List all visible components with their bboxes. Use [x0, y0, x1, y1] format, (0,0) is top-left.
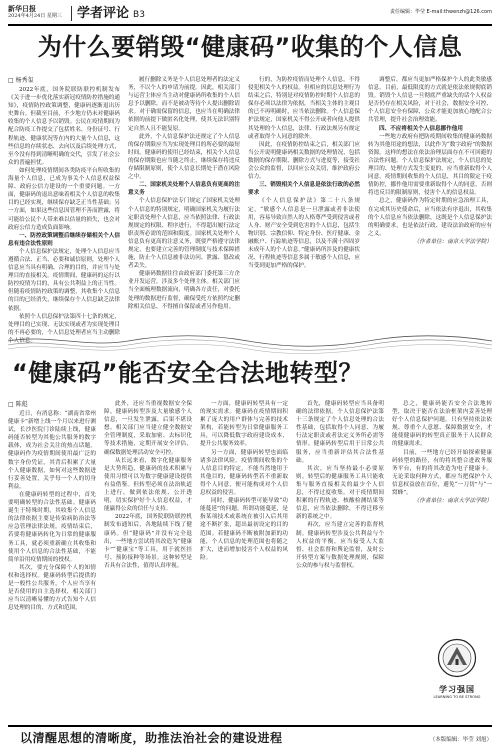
body-paragraph: 一方面，健康码转型具有一定的现实需求。健康码在疫情期间积累了庞大的用户群体与完善的技术架构，若能转型为日常健康服务工具，可以降低数字政府建设成本，提升公共服务效率。: [200, 401, 288, 448]
author-name: □ 杨秀玺: [8, 77, 34, 84]
learning-platform-logo: [424, 638, 490, 699]
author-affiliation: （作者单位：南京大学法学院）: [413, 498, 492, 505]
section-title: [77, 6, 145, 23]
author-name: □ 陈彪: [8, 401, 28, 408]
body-paragraph: 一些地方政府有把防疫期间收集的健康码数据转为其他用途的想法，以此作为“数字政府”的数据资源。这样的想法在依法治理层面存在不可回避的合法性问题。个人信息保护法规定，个人信息的处理目的、处理方式发生变更的，应当重新取得个人同意。疫情期间收集的个人信息，其目的限定于疫情防控，挪作他用需要重新取得个人的同意，否则将违反目的限制原则，侵害个人的信息权益。: [368, 133, 492, 197]
body-paragraph: 履行删除义务是个人信息处理者的法定义务，不以个人的申请为前提。因此，相关部门与运营主体应当主动对健康码所收集的个人信息予以删除，而不是被动等待个人提出删除请求。对于确需保留的信息，也应当在明确法律依据的前提下做匿名化处理，使其无法识别特定自然人且不能复原。: [128, 77, 240, 132]
body-paragraph: 从长远来看，数字化健康服务是大势所趋，健康码的技术积累与使用习惯可以为数字健康建设提供有益借鉴。但转型必须在法治轨道上进行，做到依法依规、公开透明，切实保护好个人信息权益，才能赢得公众的信任与支持。: [104, 457, 192, 513]
wave-divider: [8, 332, 492, 354]
section-subheading: 一、防控政策调整后继续存储相关个人信息有违合法性原则: [8, 232, 120, 247]
body-paragraph: 首先，健康码转型应当具备明确的法律依据。个人信息保护法第十三条规定了个人信息处理的合法性基础，包括取得个人同意、为履行法定职责或者法定义务所必需等情形。健康码转型后用于日常公共服务，应当重新评估其合法性基础。: [296, 401, 384, 464]
article1-column-4: [368, 76, 492, 328]
section-subheading: 三、销毁相关个人信息是依法行政的必然要求: [248, 182, 360, 197]
article1-headline: 为什么要销毁“健康码”收集的个人信息: [37, 33, 463, 61]
footer-editors: （本版编辑：毕莹 刘旭）: [429, 737, 492, 743]
editor-contact: 责任编辑：毕莹 E-mail:thwenzh@126.com: [389, 9, 492, 15]
body-paragraph: 近日，有消息称：“湖南省常州健康卡”新增上线一个月以来进行测试，长沙医院门诊陆续上线，健康码能否转型为其他公共服务的数字载体，成为社会关注的热点话题。健康码作为疫情期间使用最广泛的数字身份凭证，其背后积累了大量个人健康数据，如何对这些数据进行妥善处置，关乎每一个人的切身利益。: [8, 411, 96, 490]
body-paragraph: 依照个人信息保护法第四十七条的规定，处理目的已实现、无法实现或者为实现处理目的不再必要的，个人信息处理者应当主动删除个人信息。: [8, 313, 120, 344]
body-paragraph: 调整后，都应当更加严格保护个人的此类敏感信息。目前，最低限度的方式就是依法依规彻底销毁。销毁个人信息一旦彻底严重缺失的话个人权益是否仍存在相关风险，对于社会，数据安全可控、个人信息安全有保障，公众才能更加放心地配合公共管理，提升社会治理效能。: [368, 77, 492, 124]
body-paragraph: 其次，要充分保障个人的知情权和选择权。健康码转型后提供的是一般性公共服务，个人应当享有是否使用的自主选择权，相关部门应当以清晰易懂的方式告知个人信息处理的目的、方式和范围。: [8, 564, 96, 612]
article2-column-5: [392, 400, 492, 632]
article2-column-4: [296, 400, 384, 722]
body-paragraph: 行的，为防控疫情而处理个人信息，不得侵犯相关个人的权益。但相应的信息处理行为结束之后，特别是对疫情防控时期个人信息的保存必须以法律为依据，当相关主体的主观目的已不再明确时，应当依法删除。个人信息保护法规定，国家机关不得公开或者向他人提供其处理的个人信息，法律、行政法规另有规定或者取得个人同意的除外。: [248, 77, 360, 140]
article2-byline: [8, 400, 96, 409]
article2-headline: “健康码”能否安全合法地转型？: [12, 359, 364, 387]
body-paragraph: 另一方面，健康码转型也面临诸多法律风险。疫情期间收集的个人信息目的特定，不能当然地用于其他目的，健康码转型若不重新取得个人同意，便可能构成对个人信息权益的侵害。: [200, 449, 288, 497]
body-paragraph: 因此，在疫情防控结束之后，相关部门应当公开说明健康码相关数据的处理情况，包括数据的保存期限、删除方式与进度等，接受社会公众的监督，以回应公众关切，维护政府公信力。: [248, 141, 360, 181]
body-paragraph: 如何处理疫情期间各类防疫平台所收集的海量个人信息，已成为事关个人信息权益保障、政府公信力建设的一个重要问题。一方面，健康码的退出意味着相关个人信息的收集目的已经实现，继续保存缺乏正当性基础；另一方面，如果这些信息因管理不善而泄露，将可能给公民个人带来难以估量的损失，也会对政府公信力造成负面影响。: [8, 167, 120, 231]
footer-rule: [8, 725, 492, 727]
body-paragraph: 总之，健康码作为特定时期的应急治理工具，在完成其历史使命后，应当依法有序退出，其收集的个人信息应当依法删除，这既是个人信息保护法的明确要求，也是依法行政、建设法治政府的应有之义。: [368, 198, 492, 237]
paper-name: 新华日报: [8, 4, 36, 13]
body-paragraph: 同时，健康码转型可能导致“功能蔓延”的问题。所谓功能蔓延，是指某项技术或系统在被引入后其用途不断扩张，超出最初设定的目的范围。若健康码不断被附加新的功能，个人信息的处理范围也将随之扩大，进而增加侵害个人权益的风险。: [200, 498, 288, 561]
masthead-divider: [71, 6, 72, 21]
body-paragraph: 健康码数据往往由政府部门委托第三方企业开发运营，涉及多个处理主体。相关部门应当全面梳理数据流向，明确各方责任，对委托处理的数据进行监督，确保受托方依照约定删除相关信息，不得擅自保留或者另作他用。: [128, 271, 240, 310]
article2-column-1: [8, 400, 96, 722]
body-paragraph: 此外，还应当重视数据安全保障。健康码转型涉及大量敏感个人信息，一旦发生泄露，后果不堪设想。相关部门应当建立健全数据安全管理制度，采取加密、去标识化等技术措施，定期开展安全评估，确保数据处理活动安全可控。: [104, 401, 192, 456]
section-subheading: 四、不应将相关个人信息挪作他用: [379, 125, 463, 132]
masthead-rule: [8, 24, 492, 26]
logo-english-text: LEARNING TO BE STRONG: [433, 695, 481, 699]
article2-column-3: [200, 400, 288, 722]
body-paragraph: 总之，健康码能否安全合法地转型，取决于能否在法治框架内妥善处理好个人信息保护问题。只有坚持依法依规、尊重个人意愿、保障数据安全，才能使健康码的转型真正服务于人民群众的健康需求。: [392, 401, 492, 448]
body-paragraph: 再次，应当建立完善的监督机制。健康码转型涉及公共利益与个人权益的平衡，应当接受人大监督、社会监督和舆论监督，及时公开转型方案与数据处理规则，保障公众的参与权与监督权。: [296, 522, 384, 569]
logo-text: 学习强国: [439, 685, 475, 694]
author-affiliation: （作者单位：南京大学法学院）: [413, 238, 492, 245]
body-paragraph: 此外，个人信息保护法还规定了个人信息的保存期限应当为实现处理目的所必要的最短时间。健康码的使用已经结束，相关个人信息的保存期限也应当随之终止，继续保存将违反存储限制原则，使个人信息长期处于潜在风险之中。: [128, 133, 240, 181]
article2-column-2: [104, 400, 192, 722]
issue-date: 2024年4月24日 星期三: [8, 13, 62, 19]
body-paragraph: 2022年底，国务院联防联控机制发布《关于进一步优化落实新冠疫情防控措施的通知》，疫情防控政策调整，健康码逐渐退出历史舞台。但截至目前，不少地方仍未对健康码收集的个人信息予以销毁。公民在疫情期间为配合防疫工作提交了包括姓名、身份证号、行程轨迹、健康状况等在内的大量个人信息，这些信息的存续状态、去向以及后续处理方式，至今没有得到清晰明确的交代，引发了社会公众的普遍担忧。: [8, 87, 120, 166]
article1-column-1: [8, 76, 120, 344]
article1-column-2: [128, 76, 240, 328]
section-subheading: 二、国家机关处理个人信息负有更高的注意义务: [128, 182, 240, 197]
body-paragraph: 个人信息保护法专门规定了国家机关处理个人信息的特别规定，明确国家机关为履行法定职责处理个人信息，应当依照法律、行政法规规定的权限、程序进行，不得超出履行法定职责所必需的范围和限度。国家机关处理个人信息负有更高的注意义务，既要严格遵守法律规定，也要建立完善的管理制度与技术保障措施，防止个人信息被非法访问、泄露、篡改或者丢失。: [128, 198, 240, 270]
masthead: [8, 5, 492, 23]
page-number: B3: [133, 10, 145, 20]
masthead-left: [8, 5, 68, 19]
seal-icon: [437, 638, 477, 678]
body-paragraph: 目前，一些地方已经开始探索健康码转型的路径，有的将其整合进政务服务平台，有的将其改造为电子健康卡。无论采取何种方式，都应当把保护个人信息权益放在首位，避免“一刀切”与“一窝蜂”。: [392, 449, 492, 497]
article1-byline: [8, 76, 120, 85]
article1-column-3: [248, 76, 360, 328]
body-paragraph: 个人信息保护法规定，处理个人信息应当遵循合法、正当、必要和诚信原则，处理个人信息应当具有明确、合理的目的，并应当与处理目的直接相关。疫情期间，健康码的运行以防控疫情为目的，具有公共利益上的正当性。但随着疫情防控政策的调整，其收集个人信息的目的已经消失，继续保存个人信息缺乏法律依据。: [8, 248, 120, 312]
body-paragraph: 2022年底，国务院联防联控机制发布通知后，各地陆续下线了健康码。但“健康码”并没有完全退出，一些地方尝试将其改造为“健康卡”“健康宝”等工具，用于就医挂号、预防接种等场景。这种转型是否具有合法性，值得认真审视。: [104, 514, 192, 569]
body-paragraph: 在健康码转型的过程中，首先要明确转型的合法性基础。健康码诞生于特殊时期，其收集个人信息的法律依据主要是传染病防治法等应急管理法律法规。疫情结束后，若要将健康码转化为日常的健康服务工具，就必须重新确立其收集和使用个人信息的合法性基础，不能简单沿用疫情期间的授权。: [8, 491, 96, 563]
section-name: 学者评论: [77, 6, 130, 21]
body-paragraph: 其次，应当坚持最小必要原则。转型后的健康服务工具只能收集与服务直接相关的最少个人信息，不得过度收集。对于疫情期间积累的行程轨迹、核酸检测结果等信息，应当依法删除，不得迁移至新的系统之中。: [296, 465, 384, 521]
footer-slogan: 以清醒思想的清晰度，助推法治社会的建设进程: [20, 731, 283, 745]
body-paragraph: 《个人信息保护法》第二十八条规定，“敏感个人信息是一旦泄露或者非法使用，容易导致自然人的人格尊严受到侵害或者人身、财产安全受到危害的个人信息，包括生物识别、宗教信仰、特定身份、医疗健康、金融账户、行踪轨迹等信息，以及不满十四周岁未成年人的个人信息。”健康码所涉及的健康状况、行程轨迹等信息多属于敏感个人信息，应当受到更加严格的保护。: [248, 198, 360, 270]
